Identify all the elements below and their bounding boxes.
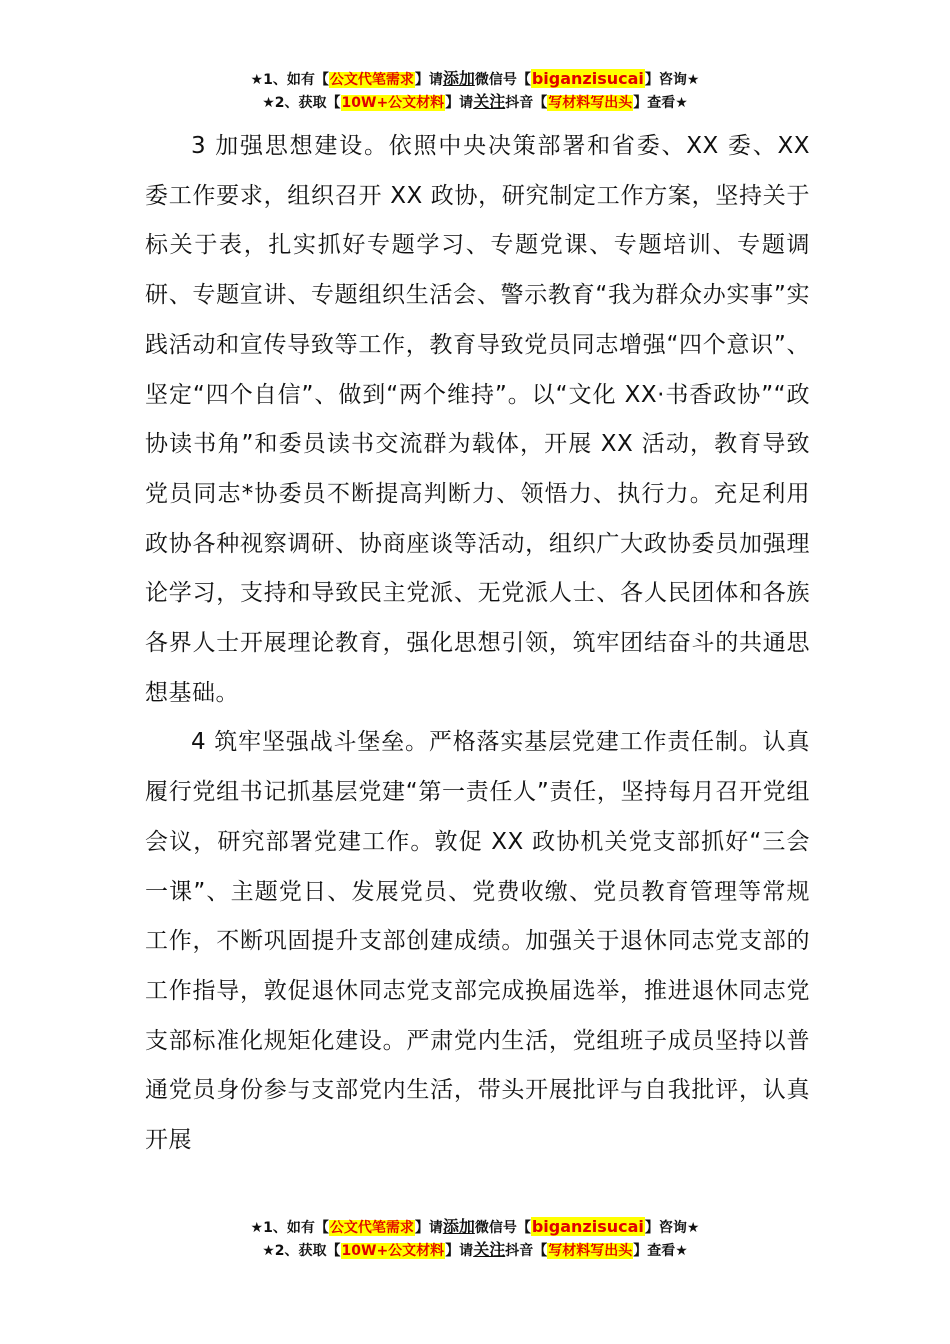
promo-text: 1、如有【 — [263, 72, 329, 88]
star-icon: ★ — [262, 1243, 275, 1259]
promo-text: 】请 — [445, 1243, 474, 1259]
promo-highlight-douyin: 写材料写出头 — [548, 95, 633, 111]
promo-text: 微信号【 — [474, 72, 531, 88]
promo-text: 2、获取【 — [274, 95, 341, 111]
promo-text: 】请 — [414, 72, 443, 88]
promo-text: 】咨询★ — [644, 72, 700, 88]
promo-text: 】请 — [445, 95, 474, 111]
promo-highlight-materials: 10W+公文材料 — [341, 95, 445, 111]
paragraph-party-fortress: 4 筑牢坚强战斗堡垒。严格落实基层党建工作责任制。认真履行党组书记抓基层党建“第一责任人”责任，坚持每月召开党组会议，研究部署党建工作。敦促 XX 政协机关党支部抓好“三会一课”、主题党日、发展党员、党费收缴、党员教育管理等常规工作，不断巩固提升支部创建成绩。加强关于退休同志党支部的工作指导，敦促退休同志党支部完成换届选举，推进退休同志党支部标准化规矩化建设。严肃党内生活，党组班子成员坚持以普通党员身份参与支部党内生活，带头开展批评与自我批评，认真开展 — [145, 729, 810, 1154]
header-promo-banner — [0, 68, 950, 114]
star-icon: ★ — [250, 72, 264, 88]
paragraph-ideological-building: 3 加强思想建设。依照中央决策部署和省委、XX 委、XX 委工作要求，组织召开 XX 政协，研究制定工作方案，坚持关于标关于表，扎实抓好专题学习、专题党课、专题培训、专题调研、专题宣讲、专题组织生活会、警示教育“我为群众办实事”实践活动和宣传导致等工作，教育导致党员同志增强“四个意识”、坚定“四个自信”、做到“两个维持”。以“文化 XX·书香政协”“政协读书角”和委员读书交流群为载体，开展 XX 活动，教育导致党员同志*协委员不断提高判断力、领悟力、执行力。充足利用政协各种视察调研、协商座谈等活动，组织广大政协委员加强理论学习，支持和导致民主党派、无党派人士、各人民团体和各族各界人士开展理论教育，强化思想引领，筑牢团结奋斗的共通思想基础。 — [145, 133, 810, 706]
promo-emphasis: 添加 — [442, 69, 475, 88]
promo-text: 2、获取【 — [274, 1243, 341, 1259]
promo-highlight-service: 公文代笔需求 — [329, 72, 414, 88]
promo-text: 抖音【 — [505, 95, 548, 111]
promo-emphasis: 关注 — [473, 1240, 506, 1259]
promo-text: 】查看★ — [633, 95, 688, 111]
promo-text: 】查看★ — [633, 1243, 688, 1259]
promo-highlight-wechat: biganzisucai — [531, 1217, 644, 1236]
promo-highlight-douyin: 写材料写出头 — [548, 1243, 633, 1259]
promo-highlight-wechat: biganzisucai — [531, 69, 644, 88]
promo-text: 微信号【 — [474, 1220, 531, 1236]
document-body — [145, 122, 810, 1166]
promo-highlight-materials: 10W+公文材料 — [341, 1243, 445, 1259]
promo-text: 1、如有【 — [263, 1220, 329, 1236]
promo-text: 】咨询★ — [644, 1220, 700, 1236]
star-icon: ★ — [262, 95, 275, 111]
promo-emphasis: 添加 — [442, 1217, 475, 1236]
promo-line-1 — [0, 68, 950, 91]
promo-highlight-service: 公文代笔需求 — [329, 1220, 414, 1236]
footer-promo-banner — [0, 1216, 950, 1262]
star-icon: ★ — [250, 1220, 264, 1236]
promo-line-1 — [0, 1216, 950, 1239]
promo-text: 抖音【 — [505, 1243, 548, 1259]
promo-text: 】请 — [414, 1220, 443, 1236]
promo-emphasis: 关注 — [473, 92, 506, 111]
promo-line-2 — [0, 91, 950, 114]
promo-line-2 — [0, 1239, 950, 1262]
